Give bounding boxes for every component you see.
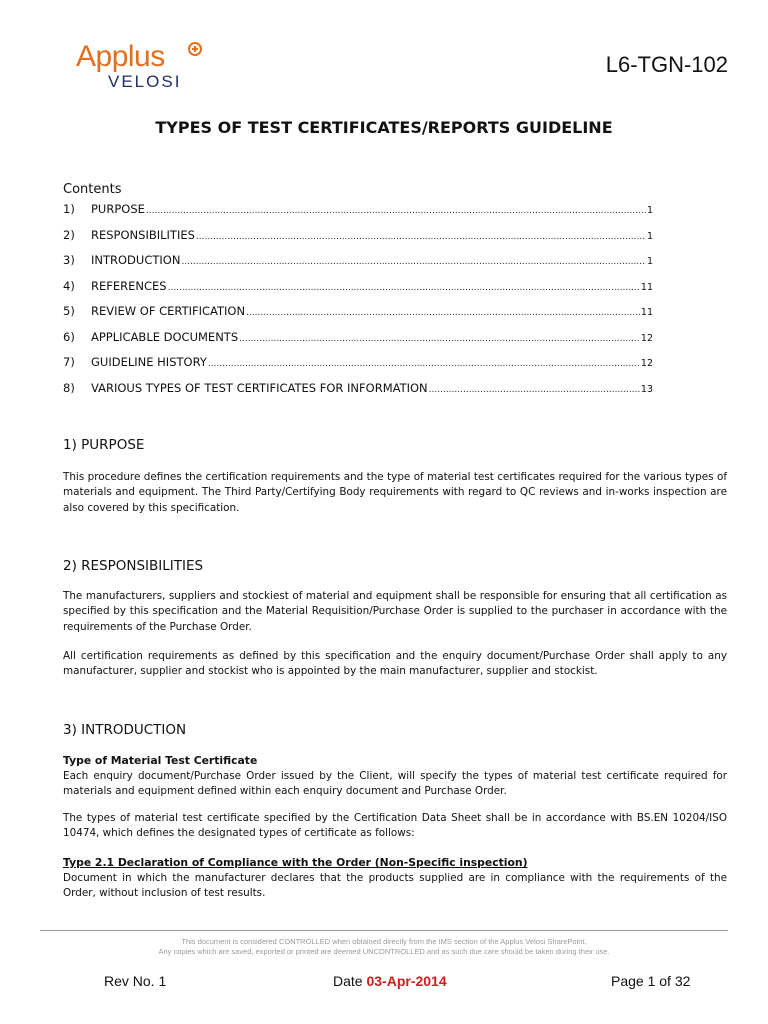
company-logo: [76, 40, 206, 92]
responsibilities-paragraph-1: The manufacturers, suppliers and stockiest of material and equipment shall be responsible for ensuring that all certification as specified by this specification and the Material Requisition/Purchase Order is supplied to the purchaser in accordance with the requirements of the Purchase Order.: [63, 590, 727, 633]
toc-item-introduction[interactable]: [63, 253, 653, 279]
toc-number: 1): [63, 202, 75, 216]
toc-leader: [146, 206, 646, 216]
document-title: TYPES OF TEST CERTIFICATES/REPORTS GUIDELINE: [155, 118, 613, 137]
toc-number: 5): [63, 304, 75, 318]
logo-brand-text: Applus: [76, 40, 165, 73]
introduction-paragraph-2: The types of material test certificate specified by the Certification Data Sheet shall be in accordance with BS.EN 10204/ISO 10474, which defines the designated types of certificate as follows:: [63, 812, 727, 840]
toc-page: 12: [640, 332, 653, 344]
toc-item-references[interactable]: [63, 279, 653, 305]
toc-item-responsibilities[interactable]: [63, 228, 653, 254]
toc-number: 3): [63, 253, 75, 267]
toc-leader: [429, 385, 640, 395]
toc-label[interactable]: APPLICABLE DOCUMENTS: [91, 329, 239, 344]
toc-page: 11: [640, 307, 653, 318]
purpose-paragraph: This procedure defines the certification requirements and the type of material test certificates required for the various types of materials and equipment. The Third Party/Certifying Body requirements with regard to QC reviews and in-works inspection are also covered by this specification.: [63, 471, 727, 514]
date-value: 03-Apr-2014: [366, 973, 447, 989]
page-number: Page 1 of 32: [611, 973, 691, 989]
toc-page: 13: [640, 383, 653, 395]
toc-item-purpose[interactable]: [63, 202, 653, 228]
toc-item-guideline-history[interactable]: [63, 355, 653, 381]
toc-number: 4): [63, 278, 75, 293]
table-of-contents: [63, 202, 653, 406]
document-date: [333, 973, 447, 989]
responsibilities-paragraph-2: All certification requirements as defined by this specification and the enquiry document/Purchase Order shall apply to any manufacturer, supplier and stockist who is appointed by the main manufacturer, supplier and stockist.: [63, 650, 727, 678]
toc-item-review-of-certification[interactable]: [63, 304, 653, 330]
toc-number: 6): [63, 329, 75, 344]
toc-leader: [196, 232, 646, 242]
document-code: L6-TGN-102: [605, 52, 728, 77]
footer-divider: [40, 930, 728, 931]
toc-label[interactable]: PURPOSE: [91, 202, 145, 216]
toc-item-applicable-documents[interactable]: [63, 330, 653, 356]
date-label: Date: [333, 973, 367, 989]
footer-control-note-1: This document is considered CONTROLLED when obtained directly from the IMS section of the Applus Velosi SharePoint.: [181, 937, 587, 946]
toc-label[interactable]: INTRODUCTION: [91, 253, 181, 267]
toc-label[interactable]: RESPONSIBILITIES: [91, 227, 195, 242]
toc-number: 2): [63, 227, 75, 242]
toc-label[interactable]: REFERENCES: [91, 278, 167, 293]
toc-page: 1: [646, 256, 653, 267]
introduction-paragraph-1: Each enquiry document/Purchase Order issued by the Client, will specify the types of material test certificate required for materials and equipment defined within each enquiry document and Purchase Order.: [63, 770, 727, 798]
toc-leader: [168, 283, 640, 293]
section-heading-responsibilities: 2) RESPONSIBILITIES: [63, 558, 204, 574]
footer-control-note-2: Any copies which are saved, exported or printed are deemed UNCONTROLLED and as such due care should be taken during their use.: [158, 947, 610, 956]
toc-item-various-types[interactable]: [63, 381, 653, 407]
revision-number: Rev No. 1: [104, 973, 167, 989]
toc-number: 8): [63, 380, 75, 395]
toc-leader: [246, 308, 640, 318]
toc-leader: [239, 334, 640, 344]
toc-label[interactable]: VARIOUS TYPES OF TEST CERTIFICATES FOR INFORMATION: [91, 380, 428, 395]
toc-leader: [181, 257, 646, 267]
logo-plus-icon: [188, 42, 202, 56]
toc-label[interactable]: GUIDELINE HISTORY: [91, 355, 207, 369]
logo-sub-text: VELOSI: [108, 72, 182, 91]
toc-page: 12: [640, 358, 653, 369]
subheading-material-test-certificate: Type of Material Test Certificate: [63, 754, 258, 767]
toc-page: 11: [640, 281, 653, 293]
toc-number: 7): [63, 355, 75, 369]
type-2-1-paragraph: Document in which the manufacturer declares that the products supplied are in compliance with the requirements of the Order, without inclusion of test results.: [63, 872, 727, 900]
contents-heading: Contents: [63, 182, 122, 197]
toc-page: 1: [646, 230, 653, 242]
subheading-type-2-1: Type 2.1 Declaration of Compliance with the Order (Non-Specific inspection): [63, 856, 528, 869]
section-heading-introduction: 3) INTRODUCTION: [63, 722, 187, 738]
section-heading-purpose: 1) PURPOSE: [63, 437, 145, 453]
toc-page: 1: [646, 205, 653, 216]
toc-leader: [208, 359, 640, 369]
toc-label[interactable]: REVIEW OF CERTIFICATION: [91, 304, 246, 318]
